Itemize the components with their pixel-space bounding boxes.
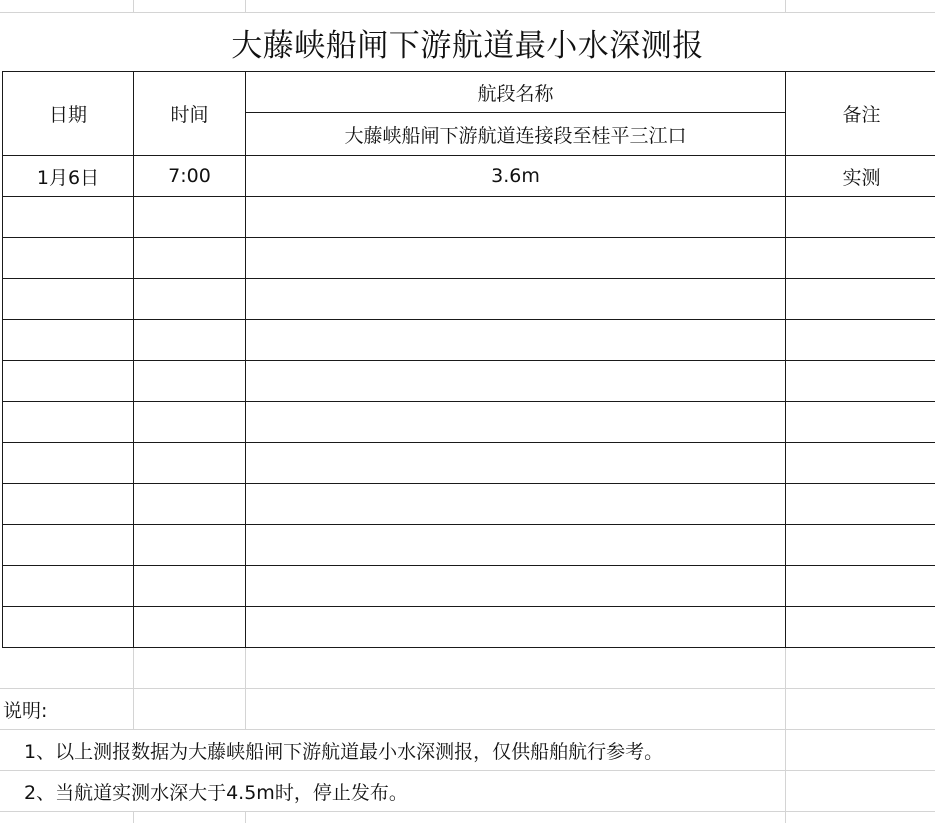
table-row [3,156,935,197]
cell-date[interactable] [3,607,134,648]
cell-date[interactable]: 1月6日 [3,156,134,197]
table-row [3,607,935,648]
cell-date[interactable] [3,566,134,607]
note-item-2: 2、当航道实测水深大于4.5m时，停止发布。 [24,771,414,811]
cell-remark[interactable] [786,361,935,402]
cell-date[interactable] [3,320,134,361]
cell-remark[interactable] [786,443,935,484]
cell-date[interactable] [3,238,134,279]
cell-depth[interactable] [246,238,786,279]
cell-depth[interactable] [246,566,786,607]
cell-date[interactable] [3,484,134,525]
table-row [3,197,935,238]
cell-remark[interactable] [786,566,935,607]
cell-depth[interactable] [246,197,786,238]
header-section[interactable]: 大藤峡船闸下游航道连接段至桂平三江口 [246,113,786,156]
cell-time[interactable] [134,361,246,402]
cell-date[interactable] [3,443,134,484]
cell-time[interactable] [134,279,246,320]
header-row [3,72,935,113]
table-row [3,402,935,443]
cell-depth[interactable] [246,607,786,648]
cell-remark[interactable] [786,238,935,279]
page-title: 大藤峡船闸下游航道最小水深测报 [0,13,935,71]
cell-time[interactable] [134,402,246,443]
cell-time[interactable] [134,443,246,484]
cell-depth[interactable]: 3.6m [246,156,786,197]
gridline [0,688,935,689]
cell-date[interactable] [3,279,134,320]
cell-date[interactable] [3,361,134,402]
cell-time[interactable]: 7:00 [134,156,246,197]
cell-remark[interactable] [786,607,935,648]
notes-heading: 说明: [3,689,53,729]
cell-time[interactable] [134,197,246,238]
table-row [3,525,935,566]
cell-remark[interactable] [786,525,935,566]
table-row [3,443,935,484]
cell-remark[interactable] [786,484,935,525]
cell-depth[interactable] [246,443,786,484]
cell-depth[interactable] [246,484,786,525]
cell-time[interactable] [134,320,246,361]
cell-date[interactable] [3,525,134,566]
table-row [3,361,935,402]
cell-depth[interactable] [246,279,786,320]
cell-depth[interactable] [246,320,786,361]
cell-date[interactable] [3,197,134,238]
header-date[interactable]: 日期 [3,72,134,156]
cell-time[interactable] [134,238,246,279]
report-table [2,71,935,648]
table-row [3,484,935,525]
table-row [3,238,935,279]
cell-time[interactable] [134,484,246,525]
cell-time[interactable] [134,607,246,648]
cell-depth[interactable] [246,361,786,402]
note-item-1: 1、以上测报数据为大藤峡船闸下游航道最小水深测报，仅供船舶航行参考。 [24,730,669,770]
cell-remark[interactable]: 实测 [786,156,935,197]
cell-remark[interactable] [786,197,935,238]
cell-date[interactable] [3,402,134,443]
header-remark[interactable]: 备注 [786,72,935,156]
table-row [3,566,935,607]
cell-time[interactable] [134,566,246,607]
cell-remark[interactable] [786,320,935,361]
cell-remark[interactable] [786,402,935,443]
cell-depth[interactable] [246,525,786,566]
header-time[interactable]: 时间 [134,72,246,156]
gridline [0,811,935,812]
table-row [3,320,935,361]
cell-remark[interactable] [786,279,935,320]
table-row [3,279,935,320]
cell-depth[interactable] [246,402,786,443]
cell-time[interactable] [134,525,246,566]
header-section-name[interactable]: 航段名称 [246,72,786,113]
